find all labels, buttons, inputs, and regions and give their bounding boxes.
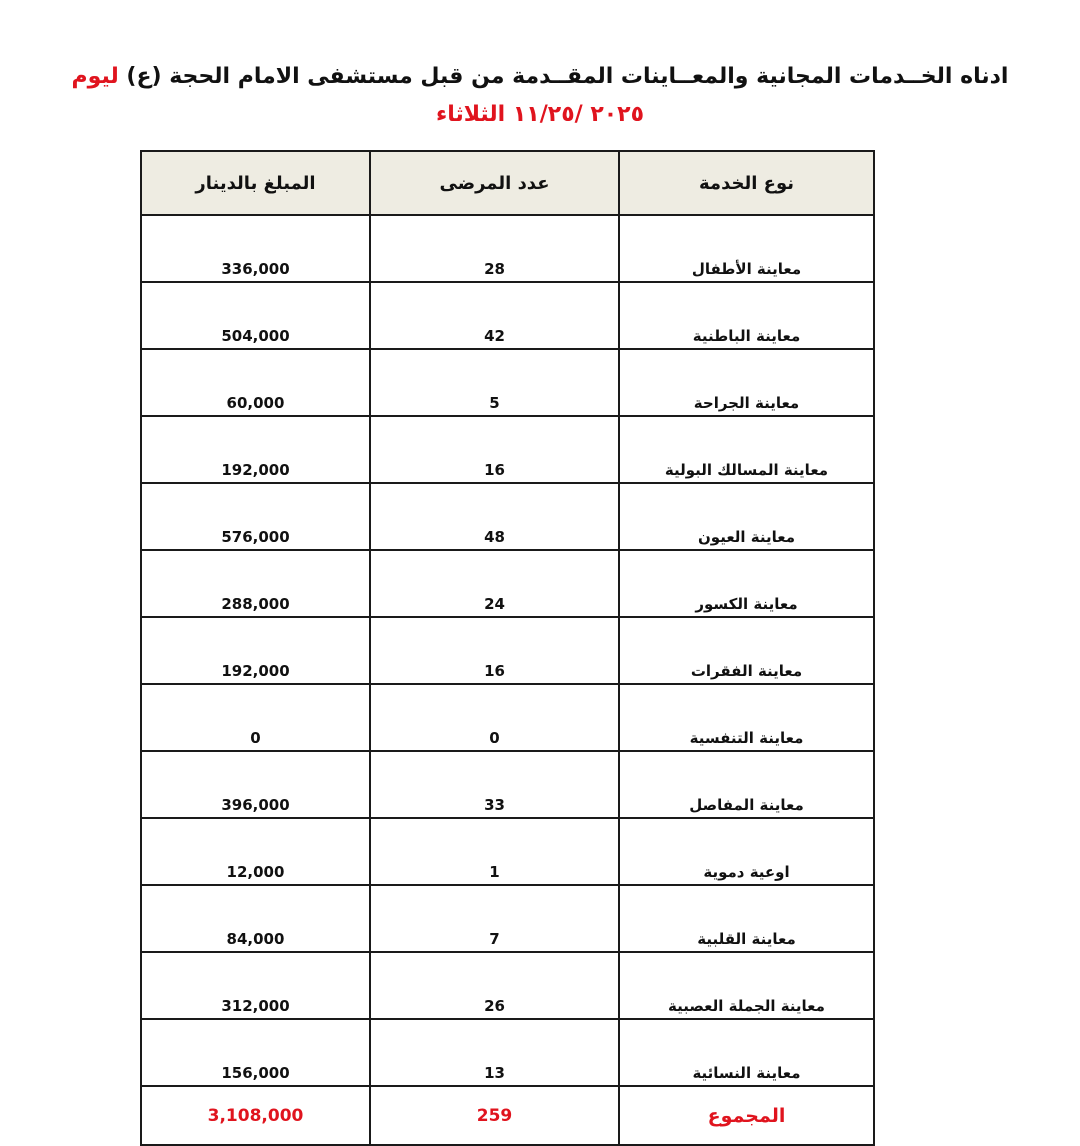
patient-count: 48 bbox=[370, 483, 619, 550]
total-amount: 3,108,000 bbox=[141, 1086, 370, 1145]
title-day-word: ليوم bbox=[71, 64, 119, 89]
amount-dinar: 0 bbox=[141, 684, 370, 751]
table-row bbox=[141, 617, 874, 684]
patient-count: 1 bbox=[370, 818, 619, 885]
amount-dinar: 84,000 bbox=[141, 885, 370, 952]
service-name: معاينة الأطفال bbox=[619, 215, 874, 282]
patient-count: 26 bbox=[370, 952, 619, 1019]
amount-dinar: 336,000 bbox=[141, 215, 370, 282]
amount-dinar: 60,000 bbox=[141, 349, 370, 416]
table-row bbox=[141, 349, 874, 416]
amount-dinar: 192,000 bbox=[141, 416, 370, 483]
amount-dinar: 156,000 bbox=[141, 1019, 370, 1086]
table-row bbox=[141, 818, 874, 885]
table-row bbox=[141, 416, 874, 483]
table-row bbox=[141, 282, 874, 349]
patient-count: 5 bbox=[370, 349, 619, 416]
total-label: المجموع bbox=[619, 1086, 874, 1145]
services-table bbox=[140, 150, 875, 1146]
patient-count: 24 bbox=[370, 550, 619, 617]
patient-count: 16 bbox=[370, 416, 619, 483]
page-title bbox=[40, 58, 1040, 134]
amount-dinar: 312,000 bbox=[141, 952, 370, 1019]
service-name: معاينة الباطنية bbox=[619, 282, 874, 349]
title-main-text: ادناه الخــدمات المجانية والمعــاينات المقــدمة من قبل مستشفى الامام الحجة (ع) bbox=[126, 64, 1009, 89]
column-header-patients: عدد المرضى bbox=[370, 151, 619, 215]
title-date: ٢٠٢٥ /١١/٢٥ الثلاثاء bbox=[435, 102, 645, 127]
column-header-amount: المبلغ بالدينار bbox=[141, 151, 370, 215]
service-name: معاينة الكسور bbox=[619, 550, 874, 617]
table-row bbox=[141, 483, 874, 550]
service-name: معاينة العيون bbox=[619, 483, 874, 550]
patient-count: 42 bbox=[370, 282, 619, 349]
table-row bbox=[141, 684, 874, 751]
patient-count: 33 bbox=[370, 751, 619, 818]
total-row bbox=[141, 1086, 874, 1145]
patient-count: 28 bbox=[370, 215, 619, 282]
patient-count: 13 bbox=[370, 1019, 619, 1086]
table-row bbox=[141, 1019, 874, 1086]
patient-count: 0 bbox=[370, 684, 619, 751]
amount-dinar: 576,000 bbox=[141, 483, 370, 550]
title-line-1 bbox=[40, 58, 1040, 96]
table-row bbox=[141, 952, 874, 1019]
service-name: معاينة الجملة العصبية bbox=[619, 952, 874, 1019]
amount-dinar: 396,000 bbox=[141, 751, 370, 818]
patient-count: 16 bbox=[370, 617, 619, 684]
service-name: معاينة النسائية bbox=[619, 1019, 874, 1086]
service-name: معاينة الفقرات bbox=[619, 617, 874, 684]
total-patients: 259 bbox=[370, 1086, 619, 1145]
service-name: اوعية دموية bbox=[619, 818, 874, 885]
amount-dinar: 504,000 bbox=[141, 282, 370, 349]
table-row bbox=[141, 751, 874, 818]
service-name: معاينة المفاصل bbox=[619, 751, 874, 818]
service-name: معاينة الجراحة bbox=[619, 349, 874, 416]
table-row bbox=[141, 550, 874, 617]
service-name: معاينة التنفسية bbox=[619, 684, 874, 751]
table-header-row bbox=[141, 151, 874, 215]
table-row bbox=[141, 215, 874, 282]
amount-dinar: 192,000 bbox=[141, 617, 370, 684]
table-row bbox=[141, 885, 874, 952]
amount-dinar: 288,000 bbox=[141, 550, 370, 617]
patient-count: 7 bbox=[370, 885, 619, 952]
service-name: معاينة المسالك البولية bbox=[619, 416, 874, 483]
column-header-service: نوع الخدمة bbox=[619, 151, 874, 215]
amount-dinar: 12,000 bbox=[141, 818, 370, 885]
service-name: معاينة القلبية bbox=[619, 885, 874, 952]
